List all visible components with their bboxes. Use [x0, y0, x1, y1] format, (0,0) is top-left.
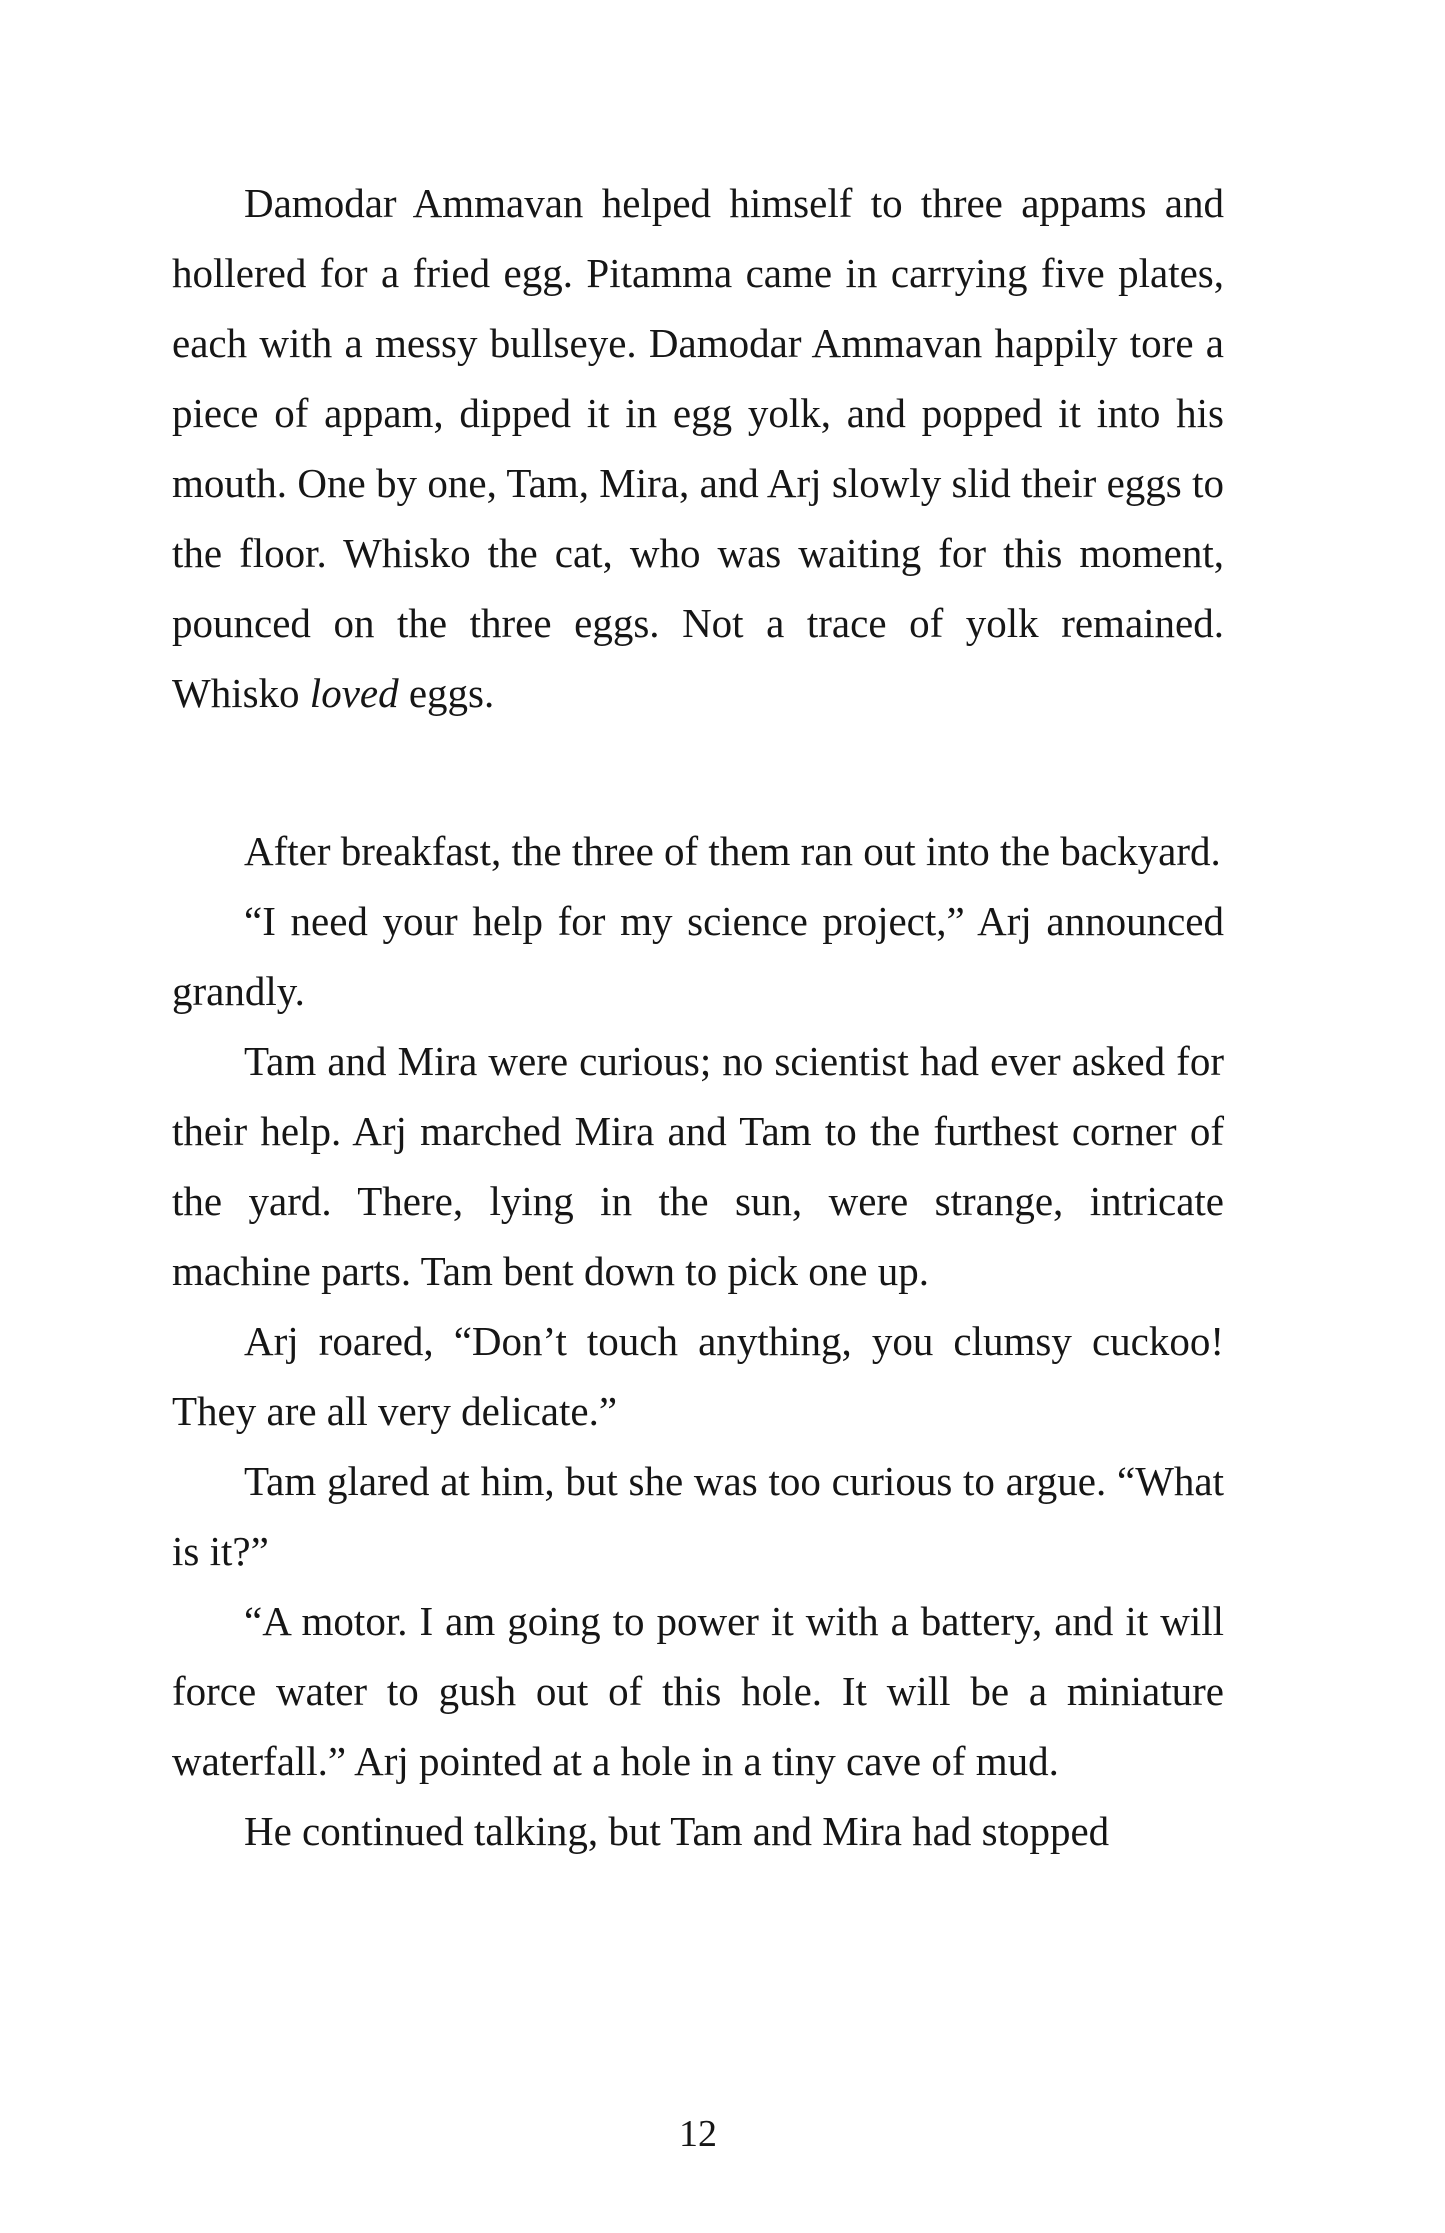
paragraph-text: eggs.: [398, 670, 495, 716]
paragraph-motor: “A motor. I am going to power it with a battery, and it will force water to gush out of this hole. It will be a miniature waterfall.” Arj pointed at a hole in a tiny cave of mud.: [172, 1598, 1224, 1784]
paragraph-machine-parts: Tam and Mira were curious; no scientist had ever asked for their help. Arj marched Mira and Tam to the furthest corner of the yard. There, lying in the sun, were strange, intricate machine parts. Tam bent down to pick one up.: [172, 1038, 1224, 1294]
paragraph-tam-glared: Tam glared at him, but she was too curious to argue. “What is it?”: [172, 1458, 1224, 1574]
paragraph-he-continued: He continued talking, but Tam and Mira had stopped: [244, 1808, 1110, 1854]
paragraph-after-breakfast: After breakfast, the three of them ran out into the backyard.: [244, 828, 1221, 874]
paragraph-text: Damodar Ammavan helped himself to three appams and hollered for a fried egg. Pitamma came in carrying five plates, each with a messy bullseye. Damodar Ammavan happily tore a piece of appam, dipped it in egg yolk, and popped it into his mouth. One by one, Tam, Mira, and Arj slowly slid their eggs to the floor. Whisko the cat, who was waiting for this moment, pounced on the three eggs. Not a trace of yolk remained. Whisko: [172, 180, 1224, 716]
paragraph-arj-announcement: “I need your help for my science project,” Arj announced grandly.: [172, 898, 1224, 1014]
paragraph-arj-roared: Arj roared, “Don’t touch anything, you clumsy cuckoo! They are all very delicate.”: [172, 1318, 1224, 1434]
page-number: 12: [679, 2113, 717, 2155]
paragraph-breakfast: [172, 168, 1224, 728]
italic-word-loved: loved: [309, 670, 399, 716]
page-text: [172, 168, 1224, 1866]
page-footer: [172, 2112, 1224, 2156]
